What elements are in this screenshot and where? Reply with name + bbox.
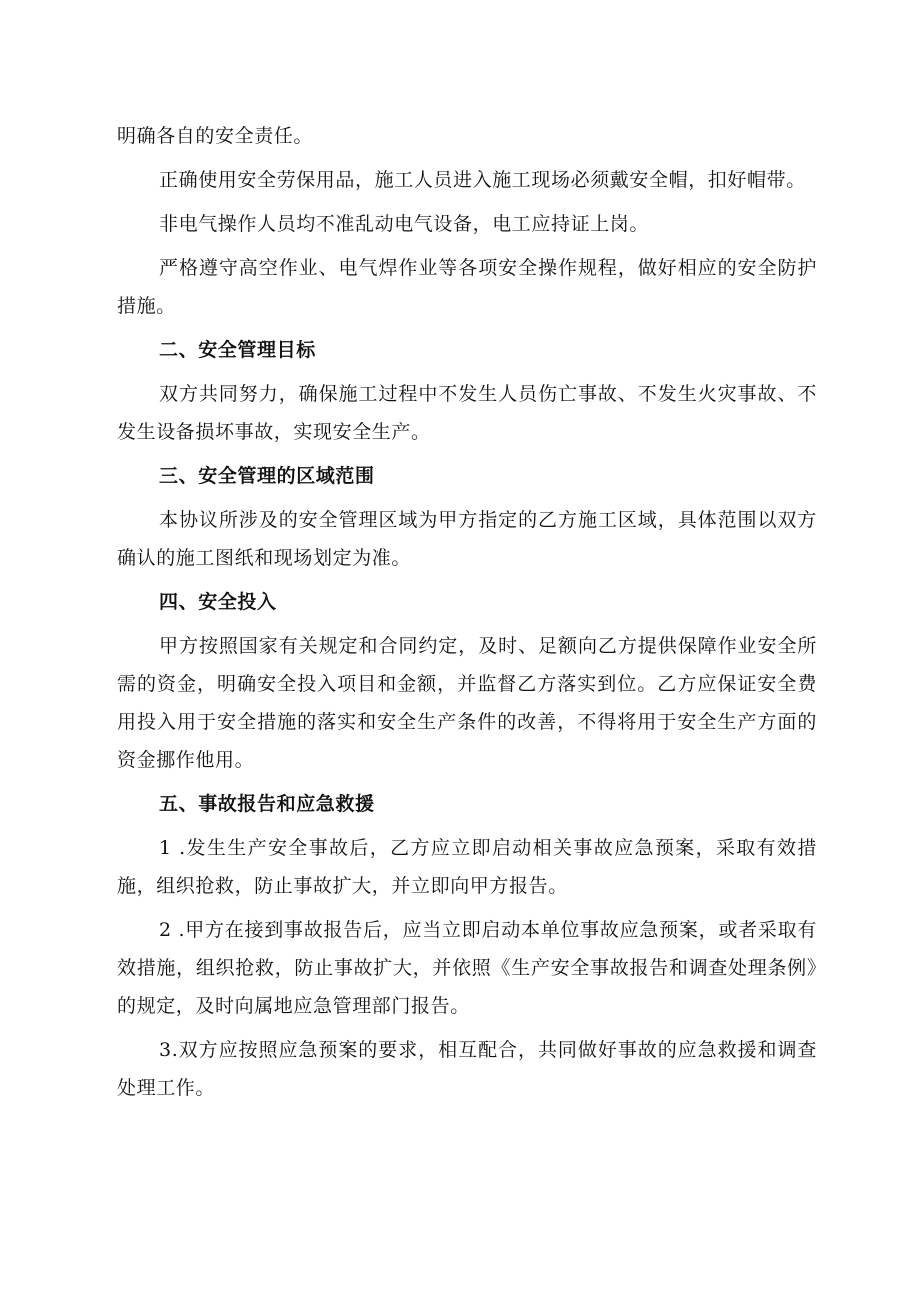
paragraph-safety-goals: 双方共同努力，确保施工过程中不发生人员伤亡事故、不发生火灾事故、不发生设备损坏事故，实现安全生产。	[117, 383, 817, 443]
paragraph-accident-step-1: 1 .发生生产安全事故后，乙方应立即启动相关事故应急预案，采取有效措施，组织抢救，防止事故扩大，并立即向甲方报告。	[117, 837, 817, 897]
section-heading-management-area: 三、安全管理的区域范围	[159, 465, 375, 487]
section-heading-safety-investment: 四、安全投入	[159, 591, 277, 613]
section-heading-accident-reporting: 五、事故报告和应急救援	[159, 793, 375, 815]
paragraph-management-area: 本协议所涉及的安全管理区域为甲方指定的乙方施工区域，具体范围以双方确认的施工图纸和现场划定为准。	[117, 509, 817, 569]
paragraph-responsibility-continued: 明确各自的安全责任。	[117, 125, 314, 147]
paragraph-accident-step-3: 3.双方应按照应急预案的要求，相互配合，共同做好事故的应急救援和调查处理工作。	[117, 1039, 817, 1099]
paragraph-operation-rules: 严格遵守高空作业、电气焊作业等各项安全操作规程，做好相应的安全防护措施。	[117, 257, 817, 317]
paragraph-protective-equipment: 正确使用安全劳保用品，施工人员进入施工现场必须戴安全帽，扣好帽带。	[159, 169, 806, 191]
section-heading-safety-goals: 二、安全管理目标	[159, 339, 316, 361]
paragraph-electrical-equipment: 非电气操作人员均不准乱动电气设备，电工应持证上岗。	[159, 213, 650, 235]
paragraph-accident-step-2: 2 .甲方在接到事故报告后，应当立即启动本单位事故应急预案，或者采取有效措施，组织抢救，防止事故扩大，并依照《生产安全事故报告和调查处理条例》的规定，及时向属地应急管理部门报告。	[117, 919, 817, 1017]
paragraph-safety-investment: 甲方按照国家有关规定和合同约定，及时、足额向乙方提供保障作业安全所需的资金，明确安全投入项目和金额，并监督乙方落实到位。乙方应保证安全费用投入用于安全措施的落实和安全生产条件的改善，不得将用于安全生产方面的资金挪作他用。	[117, 635, 817, 771]
document-page	[117, 117, 817, 1113]
